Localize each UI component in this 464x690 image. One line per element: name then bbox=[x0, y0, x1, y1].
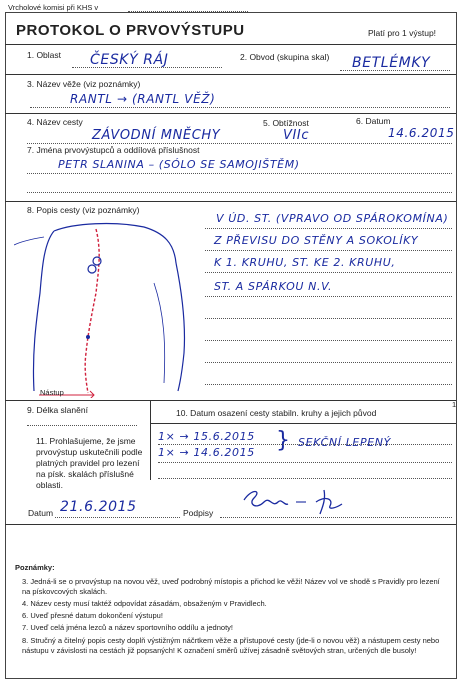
date-label: Datum bbox=[28, 508, 54, 518]
field-3-value: RANTL → (RANTL VĚŽ) bbox=[70, 92, 216, 106]
note-6: 6. Uveď přesné datum dokončení výstupu! bbox=[22, 611, 163, 620]
dots bbox=[205, 228, 452, 229]
brace: } bbox=[276, 428, 291, 453]
dots bbox=[27, 173, 452, 174]
commission-line bbox=[128, 11, 248, 12]
dots bbox=[205, 384, 452, 385]
field-5-label: 5. Obtížnost bbox=[263, 118, 309, 128]
divider bbox=[5, 524, 456, 525]
route-desc-line-3: K 1. KRUHU, ST. KE 2. KRUHU, bbox=[214, 256, 396, 269]
route-desc-line-1: V ÚD. ST. (VPRAVO OD SPÁROKOMÍNA) bbox=[216, 212, 449, 225]
rock-crack bbox=[154, 283, 165, 383]
form-title: PROTOKOL O PRVOVÝSTUPU bbox=[16, 22, 245, 39]
divider bbox=[5, 74, 456, 75]
note-7: 7. Uveď celá jména lezců a název sportovního oddílu a jednoty! bbox=[22, 623, 233, 632]
rock-outline-right bbox=[176, 263, 185, 391]
dots bbox=[158, 462, 452, 463]
dots bbox=[30, 107, 450, 108]
validity-note: Platí pro 1 výstup! bbox=[368, 28, 437, 38]
divider bbox=[5, 44, 456, 45]
anchor-note: SEKČNÍ LEPENÝ bbox=[298, 436, 391, 449]
page-number: 1 bbox=[452, 400, 457, 409]
field-2-value: BETLÉMKY bbox=[352, 55, 431, 71]
field-6-label: 6. Datum bbox=[356, 116, 391, 126]
bolt-ring-2 bbox=[88, 265, 96, 273]
field-6-value: 14.6.2015 bbox=[388, 126, 455, 140]
signatures-label: Podpisy bbox=[183, 508, 214, 518]
field-5-value: VIIc bbox=[283, 128, 310, 143]
field-8-label: 8. Popis cesty (viz poznámky) bbox=[27, 205, 140, 215]
dots bbox=[205, 340, 452, 341]
anchor-date-2: 1× → 14.6.2015 bbox=[158, 446, 255, 459]
commission-label: Vrcholové komisi při KHS v bbox=[8, 3, 99, 12]
route-desc-line-4: ST. A SPÁRKOU N.V. bbox=[214, 280, 333, 293]
note-8: 8. Stručný a čitelný popis cesty doplň výstižným náčrtkem věže a přístupové cesty (jde-li o novou věž) a nástupem cesty nebo nástupu v závislosti na cestách již popsaných! K označení směrů užívej zásadně světových stran, určených dle busoly! bbox=[22, 636, 440, 655]
field-4-label: 4. Název cesty bbox=[27, 117, 83, 127]
date-value: 21.6.2015 bbox=[60, 499, 137, 515]
rock-crack bbox=[14, 237, 44, 245]
dots bbox=[205, 362, 452, 363]
divider bbox=[5, 201, 456, 202]
field-3-label: 3. Název věže (viz poznámky) bbox=[27, 79, 141, 89]
dots bbox=[27, 192, 452, 193]
field-4-value: ZÁVODNÍ MNĚCHY bbox=[92, 128, 221, 143]
bolt-ring-1 bbox=[93, 257, 101, 265]
divider bbox=[5, 400, 456, 401]
field-2-label: 2. Obvod (skupina skal) bbox=[240, 52, 330, 62]
dots bbox=[27, 143, 452, 144]
route-line bbox=[85, 229, 99, 393]
route-start-label: Nástup bbox=[40, 388, 64, 397]
rock-outline-left bbox=[33, 231, 54, 391]
dots bbox=[158, 444, 452, 445]
field-1-label: 1. Oblast bbox=[27, 50, 62, 60]
route-desc-line-2: Z PŘEVISU DO STĚNY A SOKOLÍKY bbox=[214, 234, 419, 247]
field-1-value: ČESKÝ RÁJ bbox=[90, 52, 169, 68]
signature-image bbox=[240, 484, 360, 520]
divider bbox=[150, 400, 151, 480]
field-9-label: 9. Délka slanění bbox=[27, 405, 88, 415]
field-7-label: 7. Jména prvovýstupců a oddílová příslušnost bbox=[27, 145, 200, 155]
note-3: 3. Jedná-li se o prvovýstup na novou věž, uveď podrobný místopis a přichod ke věži! Název vol ve shodě s Pravidly pro lezení na pískovcových skalách. bbox=[22, 577, 440, 596]
field-10-label: 10. Datum osazení cesty stabiln. kruhy a jejich původ bbox=[176, 408, 377, 418]
dots bbox=[158, 478, 452, 479]
divider bbox=[150, 423, 456, 424]
divider bbox=[5, 113, 456, 114]
dots bbox=[205, 272, 452, 273]
bolt-mark bbox=[86, 335, 90, 339]
rock-outline-top bbox=[54, 224, 176, 263]
dots bbox=[72, 67, 222, 68]
route-sketch bbox=[14, 213, 202, 398]
dots bbox=[340, 70, 450, 71]
dots bbox=[205, 296, 452, 297]
dots bbox=[205, 318, 452, 319]
dots bbox=[205, 250, 452, 251]
anchor-date-1: 1× → 15.6.2015 bbox=[158, 430, 255, 443]
dots bbox=[27, 425, 137, 426]
dots bbox=[55, 517, 180, 518]
note-4: 4. Název cesty musí taktéž odpovídat zásadám, obsaženým v Pravidlech. bbox=[22, 599, 267, 608]
notes-title: Poznámky: bbox=[15, 563, 55, 572]
field-7-value: PETR SLANINA – (SÓLO SE SAMOJIŠTĚM) bbox=[58, 158, 300, 171]
field-11-declaration: 11. Prohlašujeme, že jsme prvovýstup uskutečnili podle platných pravidel pro lezení na písk. skalách příslušné oblasti. bbox=[36, 436, 143, 490]
